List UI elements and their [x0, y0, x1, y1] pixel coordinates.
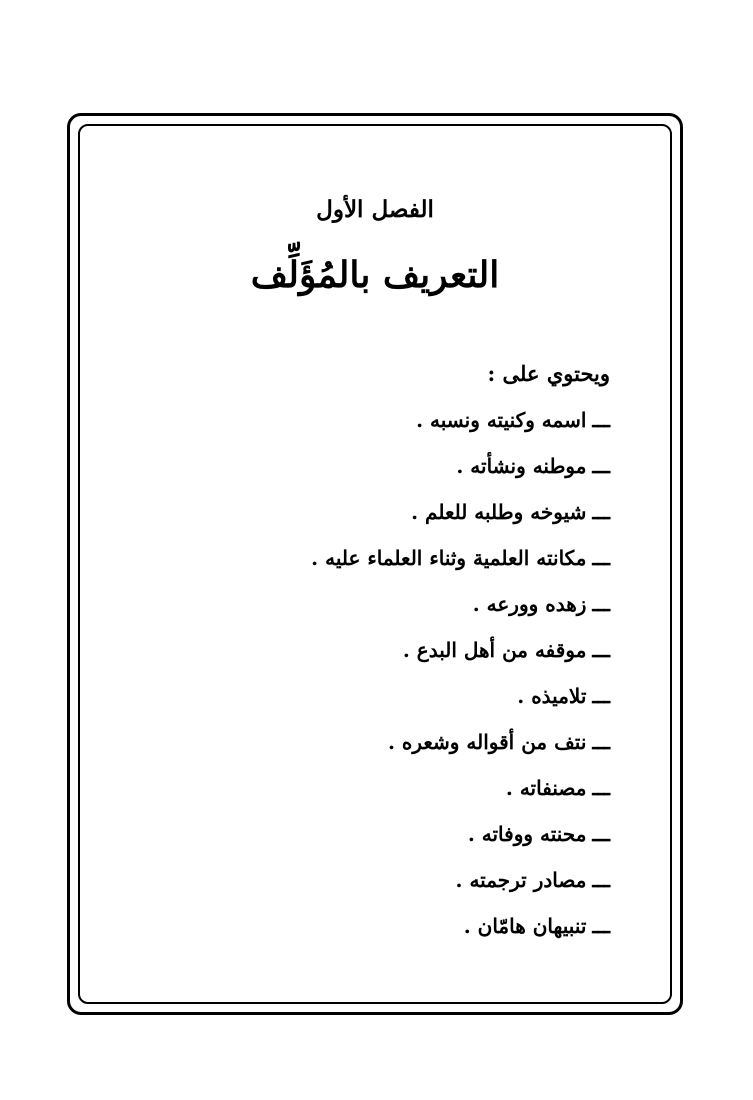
list-item [150, 443, 610, 489]
dash-marker: ـــ [592, 822, 610, 846]
list-item [150, 627, 610, 673]
list-item-text: موطنه ونشأته . [456, 454, 587, 478]
list-item [150, 489, 610, 535]
list-item [150, 397, 610, 443]
page-border-inner [78, 124, 672, 1004]
dash-marker: ـــ [592, 592, 610, 616]
page-border-outer [67, 113, 683, 1015]
dash-marker: ـــ [592, 868, 610, 892]
list-item-text: محنته ووفاته . [467, 822, 587, 846]
list-item [150, 535, 610, 581]
dash-marker: ـــ [592, 546, 610, 570]
list-item [150, 857, 610, 903]
list-item-text: موقفه من أهل البدع . [402, 638, 587, 662]
dash-marker: ـــ [592, 638, 610, 662]
list-item-text: زهده وورعه . [472, 592, 587, 616]
list-item-text: تنبيهان هامّان . [463, 914, 587, 938]
dash-marker: ـــ [592, 454, 610, 478]
chapter-title: التعريف بالمُؤَلِّف [250, 254, 500, 296]
list-item [150, 719, 610, 765]
dash-marker: ـــ [592, 408, 610, 432]
list-item-text: مكانته العلمية وثناء العلماء عليه . [311, 546, 587, 570]
list-item-text: تلاميذه . [517, 684, 587, 708]
dash-marker: ـــ [592, 776, 610, 800]
contents-list [150, 397, 610, 949]
list-item-text: مصنفاته . [505, 776, 587, 800]
chapter-contents [150, 351, 610, 949]
list-item [150, 811, 610, 857]
list-item-text: شيوخه وطلبه للعلم . [411, 500, 587, 524]
dash-marker: ـــ [592, 500, 610, 524]
list-item-text: مصادر ترجمته . [455, 868, 587, 892]
dash-marker: ـــ [592, 730, 610, 754]
list-item-text: نتف من أقواله وشعره . [387, 730, 587, 754]
list-item [150, 673, 610, 719]
list-item-text: اسمه وكنيته ونسبه . [416, 408, 587, 432]
list-item [150, 903, 610, 949]
chapter-label: الفصل الأول [316, 196, 434, 223]
list-item [150, 581, 610, 627]
list-item [150, 765, 610, 811]
contents-intro: ويحتوي على : [487, 361, 610, 386]
dash-marker: ـــ [592, 684, 610, 708]
dash-marker: ـــ [592, 914, 610, 938]
